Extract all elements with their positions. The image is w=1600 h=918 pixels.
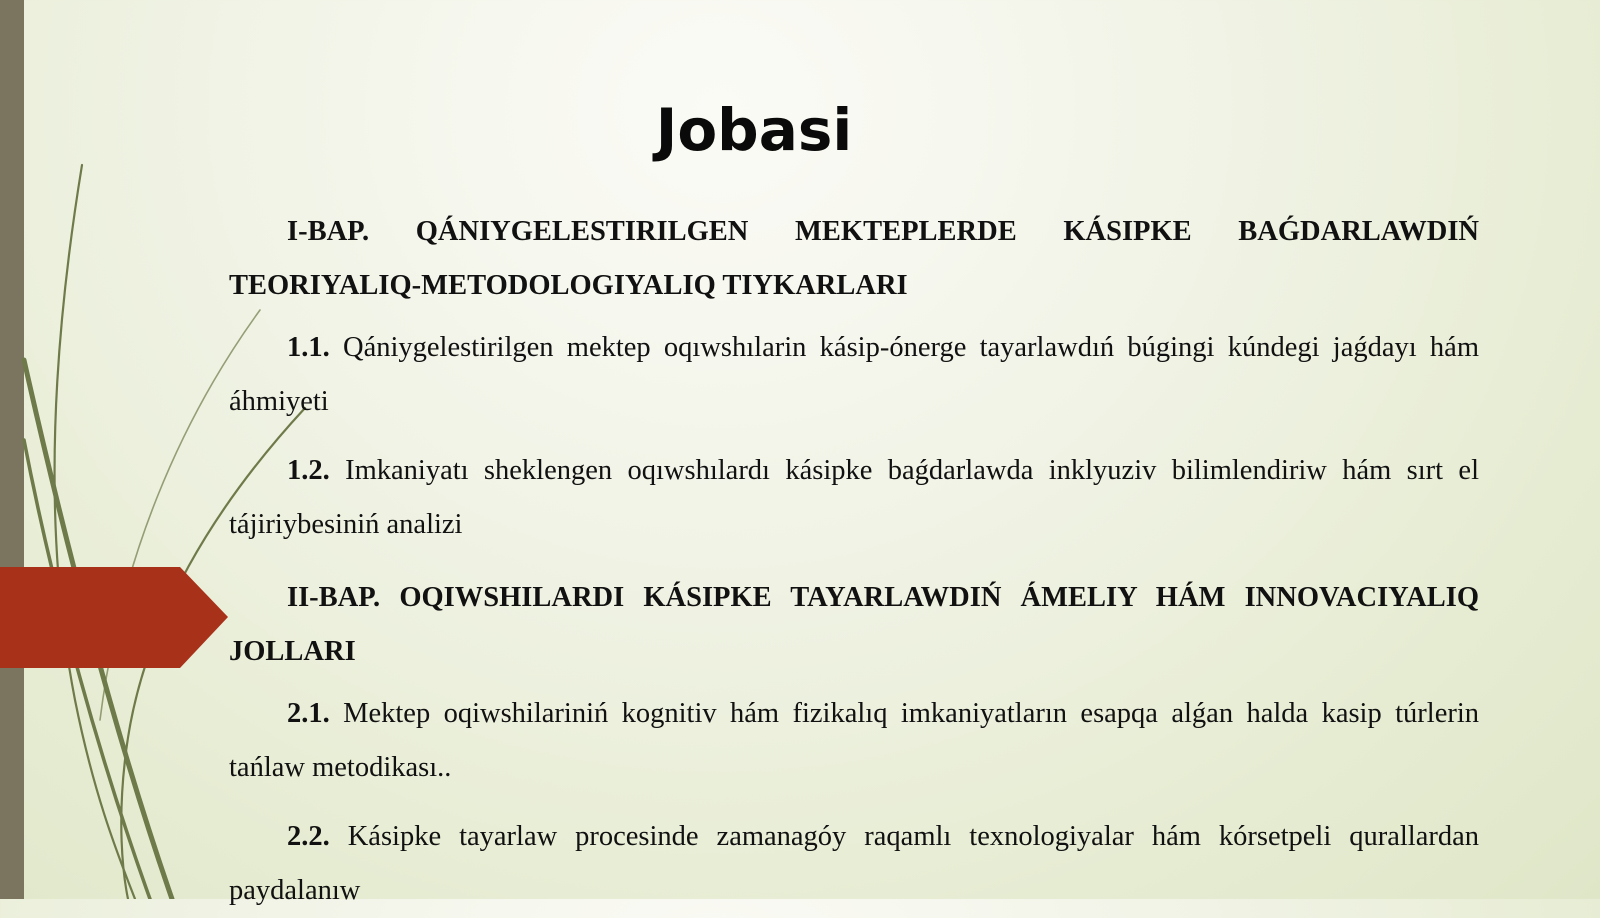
section-1-2 bbox=[229, 444, 1479, 552]
section-2-2 bbox=[229, 810, 1479, 918]
section-text: Kásipke tayarlaw procesinde zamanagóy raqamlı texnologiyalar hám kórsetpeli qurallardan paydalanıw bbox=[229, 821, 1479, 906]
section-text: Qániygelestirilgen mektep oqıwshılarin kásip-ónerge tayarlawdıń búgingi kúndegi jaǵdayı hám áhmiyeti bbox=[229, 332, 1479, 417]
section-1-1 bbox=[229, 321, 1479, 429]
section-number: 2.2. bbox=[287, 821, 330, 852]
outline-content bbox=[229, 205, 1479, 918]
chapter-2-heading: II-BAP. OQIWSHILARDI KÁSIPKE TAYARLAWDIŃ ÁMELIY HÁM INNOVACIYALIQ JOLLARI bbox=[229, 582, 1479, 667]
section-text: Imkaniyatı sheklengen oqıwshılardı kásipke baǵdarlawda inklyuziv bilimlendiriw hám sırt el tájiriybesiniń analizi bbox=[229, 455, 1479, 540]
section-number: 1.2. bbox=[287, 455, 330, 486]
section-2-1 bbox=[229, 687, 1479, 795]
section-text: Mektep oqiwshilariniń kognitiv hám fizikalıq imkaniyatların esapqa alǵan halda kasip túrlerin tańlaw metodikası.. bbox=[229, 698, 1479, 783]
chapter-1-heading: I-BAP. QÁNIYGELESTIRILGEN MEKTEPLERDE KÁSIPKE BAǴDARLAWDIŃ TEORIYALIQ-METODOLOGIYALIQ TIYKARLARI bbox=[229, 216, 1479, 301]
slide-title: Jobasi bbox=[655, 96, 853, 164]
section-number: 1.1. bbox=[287, 332, 330, 363]
section-number: 2.1. bbox=[287, 698, 330, 729]
